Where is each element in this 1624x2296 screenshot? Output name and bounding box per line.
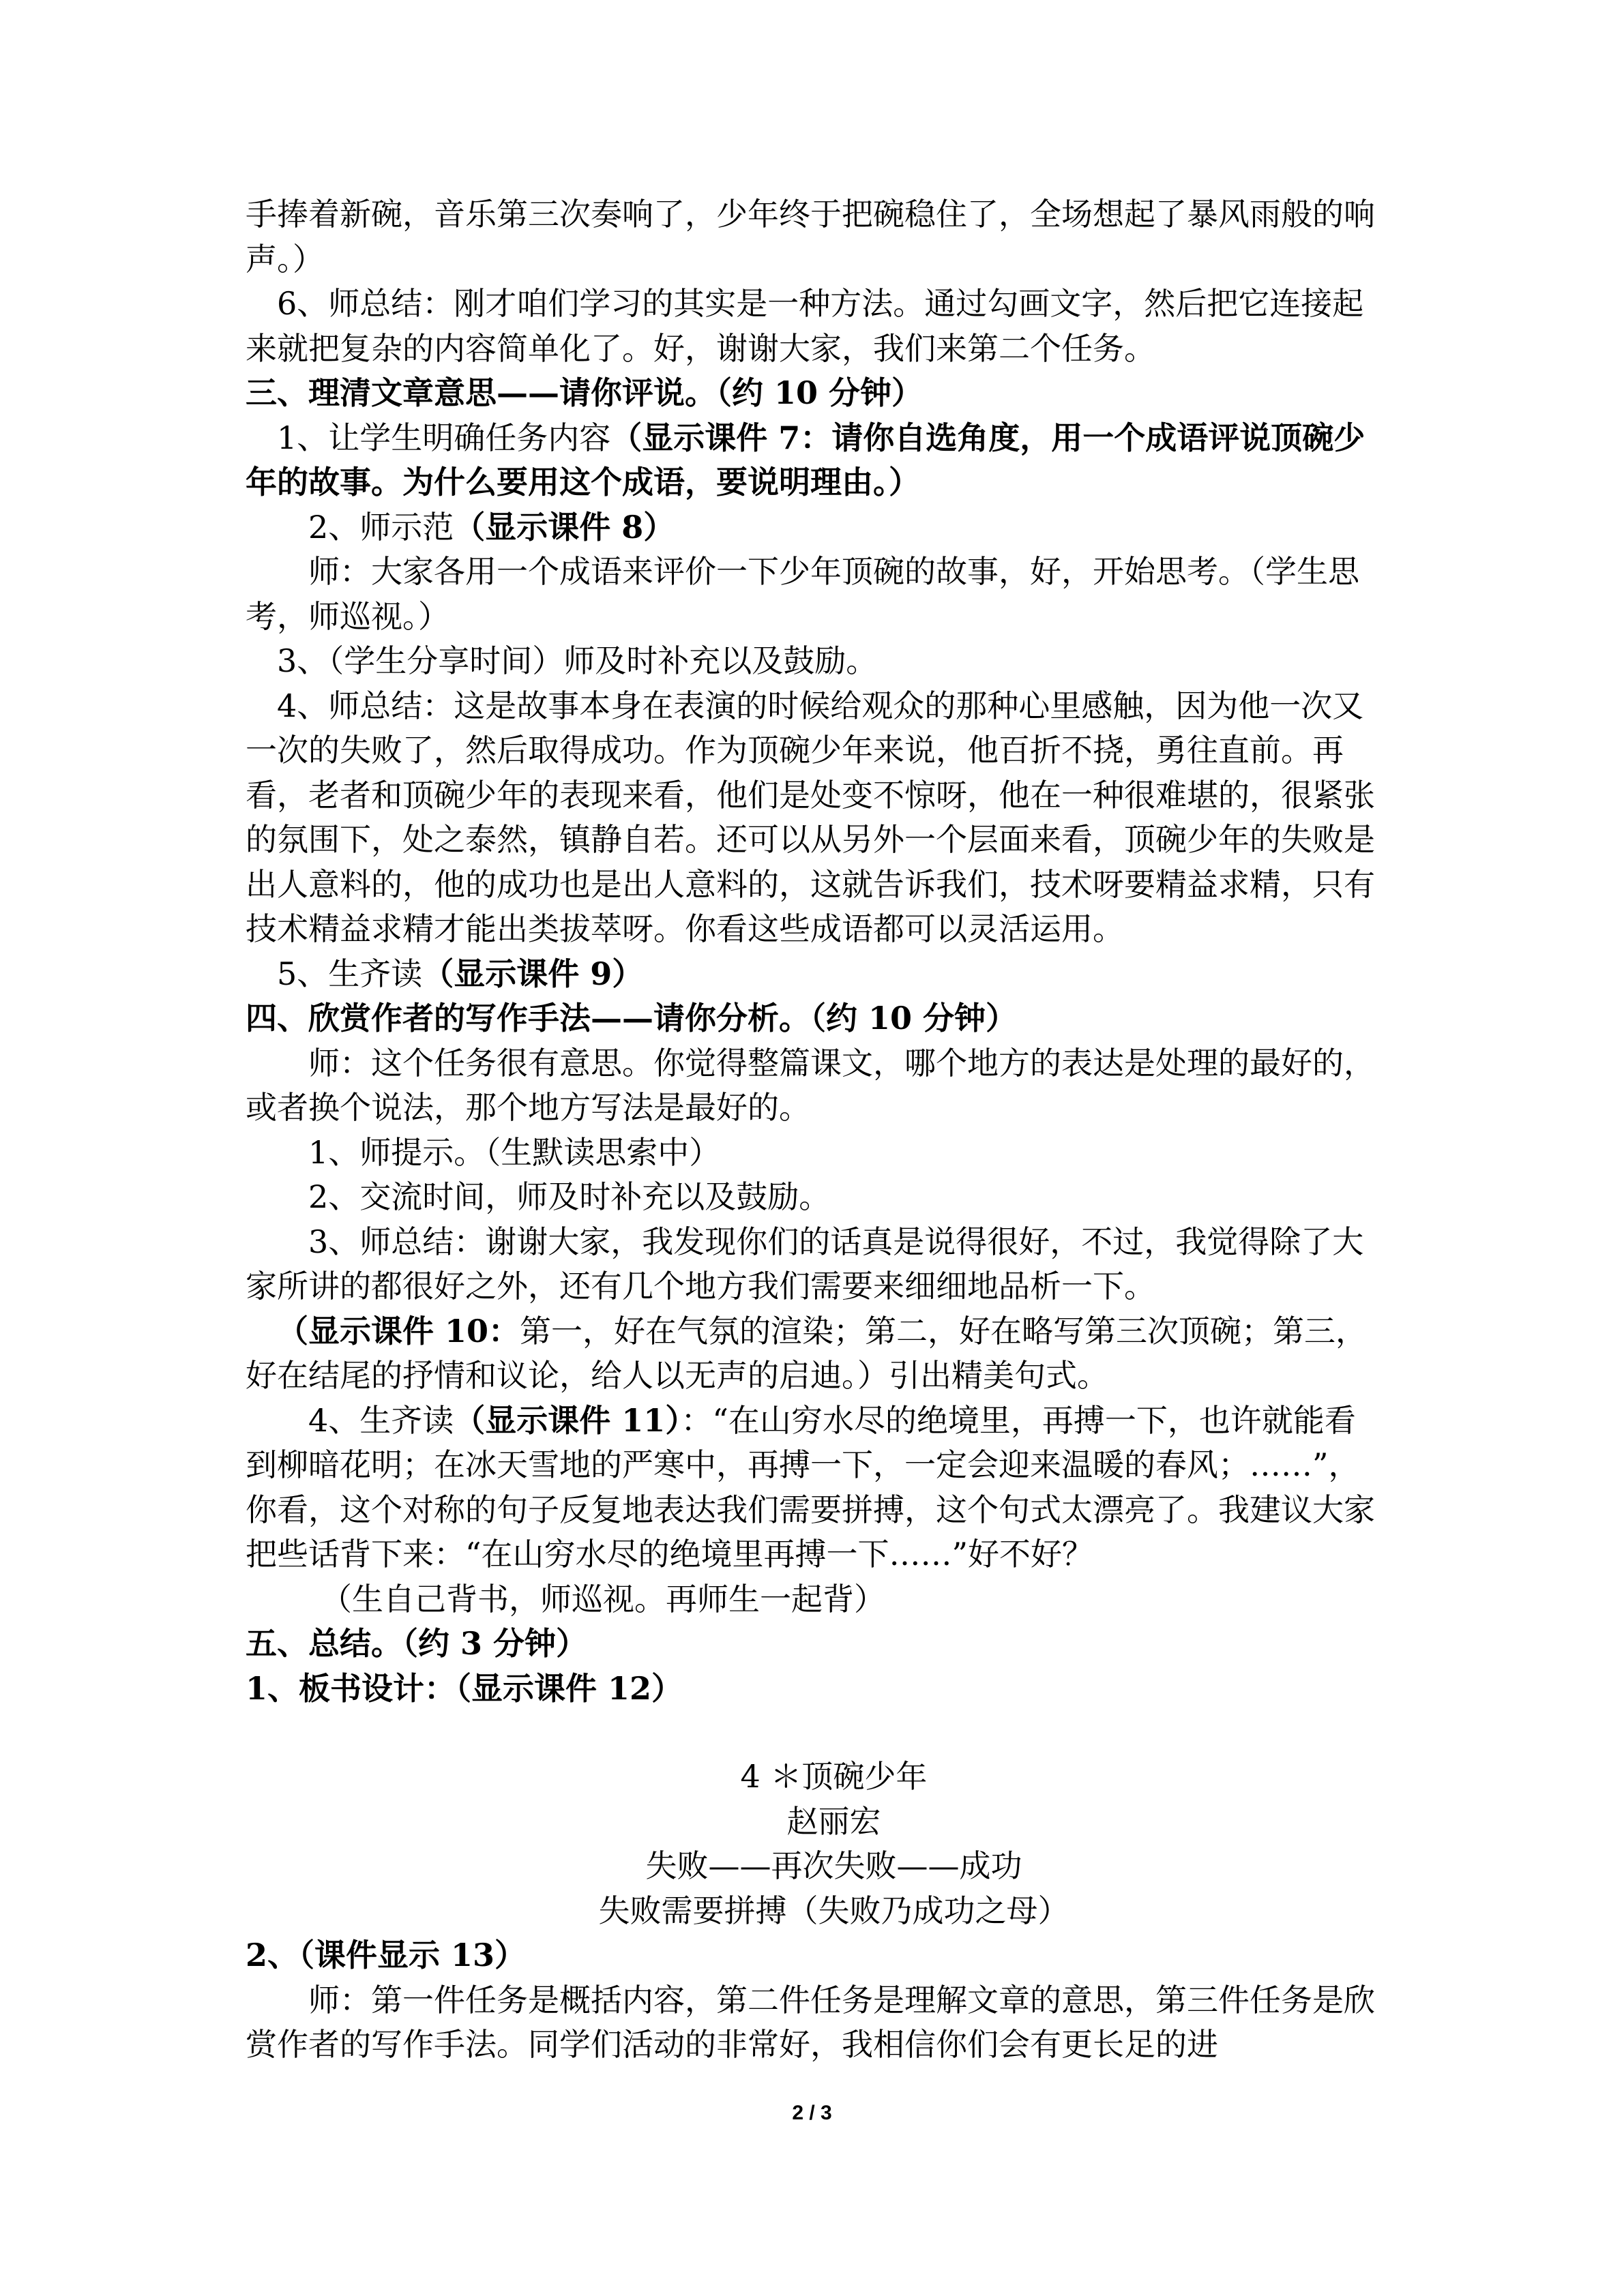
paragraph: 手捧着新碗，音乐第三次奏响了，少年终于把碗稳住了，全场想起了暴风雨般的响声。）: [246, 196, 1375, 278]
subheading: 2、（课件显示 13）: [246, 1937, 527, 1973]
document-body: [246, 192, 1381, 2068]
paragraph: 5、生齐读（显示课件 9）: [277, 955, 644, 992]
board-line: 失败——再次失败——成功: [645, 1847, 1022, 1884]
section-heading: 三、理清文章意思——请你评说。（约 10 分钟）: [246, 374, 924, 411]
paragraph: （显示课件 10：第一，好在气氛的渲染；第二，好在略写第三次顶碗；第三，好在结尾的抒情和议论，给人以无声的启迪。）引出精美句式。: [246, 1312, 1368, 1394]
board-line: 失败需要拼搏（失败乃成功之母）: [598, 1892, 1069, 1929]
spacer: [246, 1711, 1381, 1755]
paragraph: 6、师总结：刚才咱们学习的其实是一种方法。通过勾画文字，然后把它连接起来就把复杂的内容简单化了。好，谢谢大家，我们来第二个任务。: [246, 285, 1364, 367]
paragraph: 2、交流时间，师及时补充以及鼓励。: [308, 1178, 831, 1215]
paragraph: 1、师提示。（生默读思索中）: [308, 1133, 721, 1171]
paragraph: 4、生齐读（显示课件 11）：“在山穷水尽的绝境里，再搏一下，也许就能看到柳暗花明；在冰天雪地的严寒中，再搏一下，一定会迎来温暖的春风；……”，你看，这个对称的句子反复地表达我们需要拼搏，这个句式太漂亮了。我建议大家把些话背下来：“在山穷水尽的绝境里再搏一下……”好不好？: [246, 1401, 1375, 1572]
page-number: 2 / 3: [792, 2102, 832, 2124]
board-design: [246, 1755, 1381, 1933]
section-heading: 四、欣赏作者的写作手法——请你分析。（约 10 分钟）: [246, 1000, 1018, 1037]
paragraph: 2、师示范（显示课件 8）: [308, 508, 675, 546]
paragraph: 3、（学生分享时间）师及时补充以及鼓励。: [277, 642, 878, 679]
subheading: 1、板书设计：（显示课件 12）: [246, 1669, 683, 1707]
section-heading: 五、总结。（约 3 分钟）: [246, 1625, 588, 1662]
paragraph: 师：大家各用一个成语来评价一下少年顶碗的故事，好，开始思考。（学生思考，师巡视。）: [246, 553, 1359, 635]
paragraph: 1、让学生明确任务内容（显示课件 7：请你自选角度，用一个成语评说顶碗少年的故事。为什么要用这个成语，要说明理由。）: [246, 419, 1365, 501]
paragraph: （生自己背书，师巡视。再师生一起背）: [321, 1580, 885, 1617]
paragraph: 4、师总结：这是故事本身在表演的时候给观众的那种心里感触，因为他一次又一次的失败了，然后取得成功。作为顶碗少年来说，他百折不挠，勇往直前。再看，老者和顶碗少年的表现来看，他们是处变不惊呀，他在一种很难堪的，很紧张的氛围下，处之泰然，镇静自若。还可以从另外一个层面来看，顶碗少年的失败是出人意料的，他的成功也是出人意料的，这就告诉我们，技术呀要精益求精，只有技术精益求精才能出类拔萃呀。你看这些成语都可以灵活运用。: [246, 687, 1375, 947]
board-author: 赵丽宏: [786, 1802, 881, 1840]
paragraph: 师：第一件任务是概括内容，第二件任务是理解文章的意思，第三件任务是欣赏作者的写作手法。同学们活动的非常好，我相信你们会有更长足的进: [246, 1981, 1375, 2063]
paragraph: 师：这个任务很有意思。你觉得整篇课文，哪个地方的表达是处理的最好的，或者换个说法，那个地方写法是最好的。: [246, 1044, 1375, 1126]
paragraph: 3、师总结：谢谢大家，我发现你们的话真是说得很好，不过，我觉得除了大家所讲的都很好之外，还有几个地方我们需要来细细地品析一下。: [246, 1223, 1364, 1304]
board-title: 4 ＊顶碗少年: [740, 1758, 928, 1795]
